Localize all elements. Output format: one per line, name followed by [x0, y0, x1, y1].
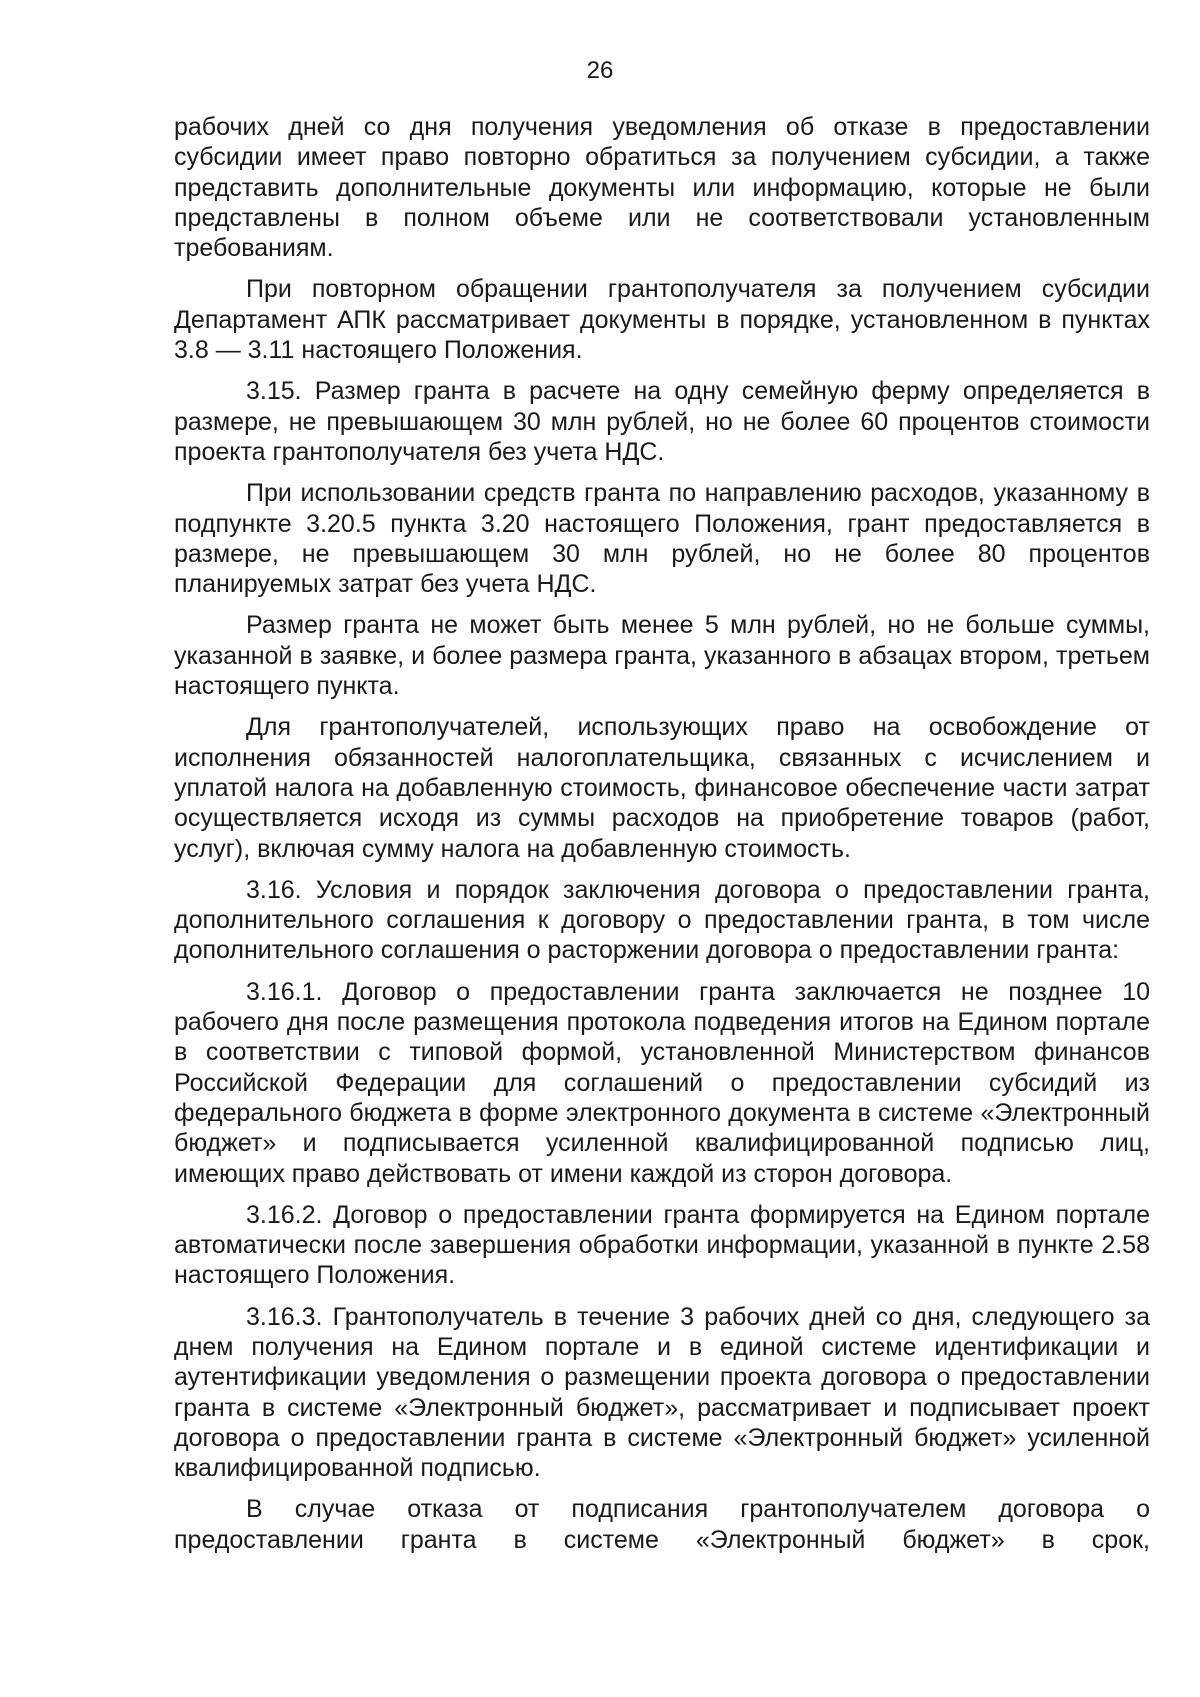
document-body [174, 112, 1150, 1555]
paragraph-3-15: 3.15. Размер гранта в расчете на одну семейную ферму определяется в размере, не превышающем 30 млн рублей, но не более 60 процентов стоимости проекта грантополучателя без учета НДС. [174, 377, 1150, 466]
paragraph-3-16-1: 3.16.1. Договор о предоставлении гранта заключается не позднее 10 рабочего дня после размещения протокола подведения итогов на Едином портале в соответствии с типовой формой, установленной Министерством финансов Российской Федерации для соглашений о предоставлении субсидий из федерального бюджета в форме электронного документа в системе «Электронный бюджет» и подписывается усиленной квалифицированной подписью лиц, имеющих право действовать от имени каждой из сторон договора. [174, 977, 1150, 1188]
paragraph-3-16: 3.16. Условия и порядок заключения договора о предоставлении гранта, дополнительного соглашения к договору о предоставлении гранта, в том числе дополнительного соглашения о расторжении договора о предоставлении гранта: [174, 875, 1150, 965]
paragraph-3-16-2: 3.16.2. Договор о предоставлении гранта формируется на Едином портале автоматически после завершения обработки информации, указанной в пункте 2.58 настоящего Положения. [174, 1200, 1150, 1290]
paragraph-2: При повторном обращении грантополучателя за получением субсидии Департамент АПК рассматривает документы в порядке, установленном в пунктах 3.8 — 3.11 настоящего Положения. [174, 275, 1150, 365]
paragraph-3-16-3: 3.16.3. Грантополучатель в течение 3 рабочих дней со дня, следующего за днем получения на Едином портале и в единой системе идентификации и аутентификации уведомления о размещении проекта договора о предоставлении гранта в системе «Электронный бюджет», рассматривает и подписывает проект договора о предоставлении гранта в системе «Электронный бюджет» усиленной квалифицированной подписью. [174, 1302, 1150, 1483]
paragraph-5: Размер гранта не может быть менее 5 млн рублей, но не больше суммы, указанной в заявке, и более размера гранта, указанного в абзацах втором, третьем настоящего пункта. [174, 611, 1150, 701]
paragraph-1: рабочих дней со дня получения уведомления об отказе в предоставлении субсидии имеет право повторно обратиться за получением субсидии, а также представить дополнительные документы или информацию, которые не были представлены в полном объеме или не соответствовали установленным требованиям. [174, 113, 1150, 263]
page-number: 26 [586, 57, 614, 84]
paragraph-4: При использовании средств гранта по направлению расходов, указанному в подпункте 3.20.5 пункта 3.20 настоящего Положения, грант предоставляется в размере, не превышающем 30 млн рублей, но не более 80 процентов планируемых затрат без учета НДС. [174, 479, 1150, 599]
paragraph-6: Для грантополучателей, использующих право на освобождение от исполнения обязанностей налогоплательщика, связанных с исчислением и уплатой налога на добавленную стоимость, финансовое обеспечение части затрат осуществляется исходя из суммы расходов на приобретение товаров (работ, услуг), включая сумму налога на добавленную стоимость. [174, 713, 1150, 863]
paragraph-final: В случае отказа от подписания грантополучателем договора о предоставлении гранта в системе «Электронный бюджет» в срок, [174, 1495, 1150, 1554]
